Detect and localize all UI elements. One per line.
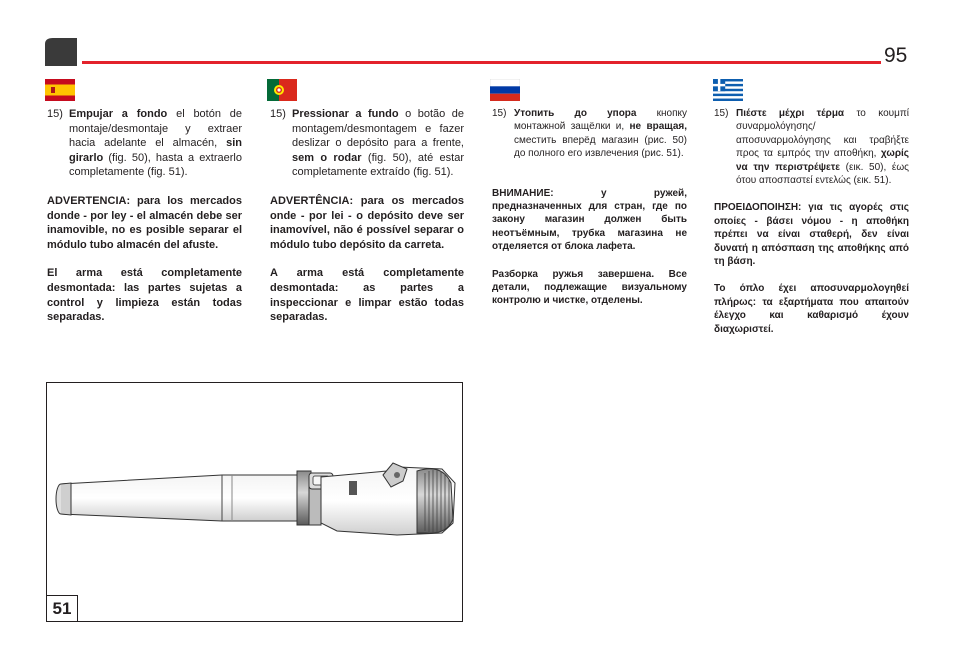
- column-spanish: [47, 107, 242, 325]
- step-text-2: (fig. 50), até estar completamente extraído (fig. 51).: [292, 151, 465, 179]
- step-number: 15): [47, 108, 63, 120]
- note-es: El arma está completamente desmontada: las partes sujetas a control y limpieza están todas separadas.: [47, 267, 242, 324]
- step-number: 15): [270, 108, 286, 120]
- step-bold-1: Πιέστε μέχρι τέρμα: [736, 108, 845, 119]
- step-text-1: кнопку монтажной защёлки и,: [514, 108, 687, 133]
- flag-spain-icon: [45, 79, 75, 101]
- step-bold-1: Empujar a fondo: [69, 108, 168, 120]
- magazine-tube-illustration: [47, 383, 462, 621]
- step-bold-2: не вращая,: [629, 121, 688, 133]
- warning-es: ADVERTENCIA: para los mercados donde - por ley - el almacén debe ser inamovible, no es posible separar el módulo tubo almacén del afuste.: [47, 194, 242, 251]
- step-15-es: [47, 107, 242, 180]
- note-gr: Το όπλο έχει αποσυναρμολογηθεί πλήρως: τα εξαρτήματα που απαιτούν έλεγχο και καθαρισμό έχουν διαχωριστεί.: [714, 283, 909, 335]
- step-bold-2: sin girarlo: [69, 137, 242, 164]
- header-corner-tab: [45, 38, 77, 66]
- step-bold-2: χωρίς να την περιστρέψετε: [736, 148, 909, 173]
- step-text-2: сместить вперёд магазин (рис. 50) до полного его извлечения (рис. 51).: [514, 134, 687, 160]
- figure-51-frame: [46, 382, 463, 622]
- column-russian: [492, 107, 687, 308]
- step-number: 15): [714, 108, 729, 119]
- step-15-ru: [492, 107, 687, 161]
- figure-number: 51: [47, 595, 78, 621]
- flag-greece-icon: [713, 79, 743, 101]
- step-text-1: το κουμπί συναρμολόγησης/αποσυναρμολόγησης και τραβήξτε προς τα εμπρός την αποθήκη,: [736, 108, 909, 160]
- warning-pt: ADVERTÊNCIA: para os mercados onde - por lei - o depósito deve ser inamovível, não é possível separar o módulo tubo depósito da carreta.: [270, 194, 464, 251]
- warning-ru: ВНИМАНИЕ: у ружей, предназначенных для стран, где по закону магазин должен быть неотъёмным, трубка магазина не отделяется от блока лафета.: [492, 187, 687, 253]
- step-text-2: (εικ. 50), έως ότου αποσπαστεί εντελώς (εικ. 51).: [736, 161, 909, 187]
- step-15-pt: [270, 107, 464, 180]
- step-bold-1: Pressionar a fundo: [292, 108, 399, 120]
- page-number: 95: [884, 44, 908, 67]
- warning-gr: ΠΡΟΕΙΔΟΠΟΙΗΣΗ: για τις αγορές στις οποίες - βάσει νόμου - η αποθήκη πρέπει να είναι σταθερή, δεν είναι δυνατή η απόσπαση της αποθήκης από τη βάση.: [714, 202, 909, 268]
- step-text-2: (fig. 50), hasta a extraerlo completamente (fig. 51).: [69, 151, 242, 179]
- header-red-rule: [82, 61, 881, 64]
- column-greek: [714, 107, 909, 336]
- step-bold-1: Утопить до упора: [514, 108, 637, 119]
- step-number: 15): [492, 108, 507, 119]
- step-bold-2: sem o rodar: [292, 151, 362, 164]
- flag-portugal-icon: [267, 79, 297, 101]
- step-text-1: el botón de montaje/desmontaje y extraer hacia adelante el almacén,: [69, 108, 243, 150]
- flag-russia-icon: [490, 79, 520, 101]
- column-portuguese: [270, 107, 464, 325]
- note-pt: A arma está completamente desmontada: as partes a inspeccionar e limpar estão todas separadas.: [270, 267, 464, 324]
- step-15-gr: [714, 107, 909, 187]
- note-ru: Разборка ружья завершена. Все детали, подлежащие визуальному контролю и чистке, отделены.: [492, 268, 687, 307]
- step-text-1: o botão de montagem/desmontagem e fazer deslizar o depósito para a frente,: [292, 108, 464, 150]
